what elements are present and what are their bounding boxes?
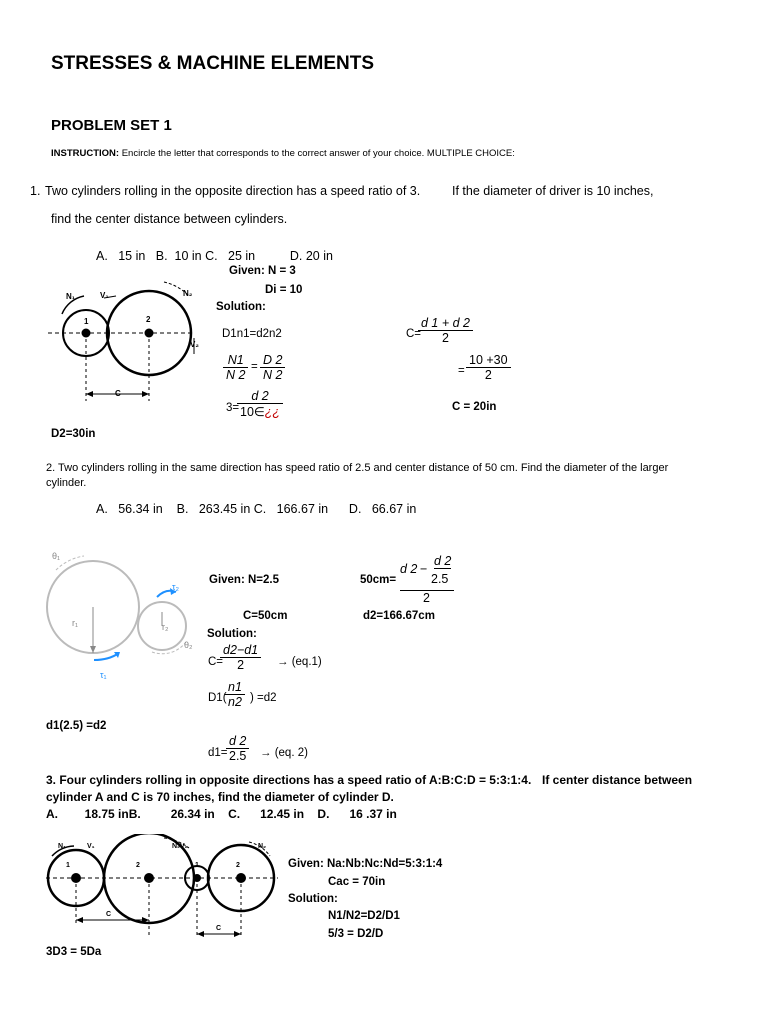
p3-text-b: If center distance between (542, 773, 693, 787)
p2-d1-pre: D1( (208, 692, 227, 704)
p2-d2-result: d2=166.67cm (363, 610, 435, 622)
p2-cm-b: d 2 (434, 554, 452, 568)
p2-n1: n1 (225, 680, 245, 695)
p1-c-eq: C= (406, 328, 422, 340)
p1-fig-label-v2: V₂ (190, 340, 199, 349)
p2-fig-label-r2: r₂ (162, 622, 169, 632)
p1-solution-label: Solution: (216, 301, 266, 313)
p2-given: Given: N=2.5 (209, 574, 279, 586)
instruction (51, 148, 515, 159)
p1-text-a: Two cylinders rolling in the opposite direction has a speed ratio of 3. (45, 184, 421, 198)
p3-text-a: 3. Four cylinders rolling in opposite directions has a speed ratio of A:B:C:D = 5:3:1:4. (46, 773, 532, 787)
p1-frac-n2: N 2 (226, 368, 246, 382)
p1-fig-label-n1: N₁ (66, 292, 76, 301)
p1-f-10: 10∈ (240, 405, 265, 419)
p3-choices: A. 18.75 inB. 26.34 in C. 12.45 in D. 16 .37 in (46, 807, 397, 821)
p2-cm-minus: − (420, 562, 428, 576)
p2-cm-den: 2 (423, 591, 430, 605)
p2-text-a: 2. Two cylinders rolling in the same direction has speed ratio of 2.5 and center distance of 50 cm. Find the diameter of the larger (46, 462, 669, 474)
p3-fig-label-v1: V₁ (87, 843, 95, 850)
problem-set-heading: PROBLEM SET 1 (51, 117, 172, 134)
p1-three-eq: 3= (226, 402, 240, 414)
p1-frac-c (418, 316, 473, 345)
p2-d1-25: d1(2.5) =d2 (46, 720, 107, 732)
p2-n2: n2 (228, 695, 242, 709)
p3-eq-a: N1/N2=D2/D1 (328, 910, 400, 922)
page-title: STRESSES & MACHINE ELEMENTS (51, 53, 375, 74)
p2-cm-a: d 2 (400, 562, 418, 576)
p2-solution-label: Solution: (207, 628, 257, 640)
p1-ratio-eq: = (251, 361, 258, 373)
p3-fig-label-2b: 2 (236, 862, 240, 869)
instruction-label: INSTRUCTION: (51, 148, 120, 159)
p2-c-den: 2 (237, 658, 245, 672)
p2-c-eq: C= (208, 656, 224, 668)
p2-text-b: cylinder. (46, 477, 87, 489)
p1-d2-result: D2=30in (51, 428, 96, 440)
p2-frac-d1 (226, 734, 249, 763)
p2-fig-label-r1: r₁ (72, 618, 79, 628)
p2-frac-c (220, 643, 261, 672)
p2-fig-label-theta1: θ₁ (52, 551, 61, 561)
p3-fig-label-c1: C (106, 911, 112, 918)
p1-number: 1. (30, 184, 41, 198)
p3-figure (44, 834, 280, 946)
p2-d1-num: d 2 (226, 734, 249, 749)
p2-d1-eq: d1= (208, 747, 228, 759)
p1-given-1: Given: N = 3 (229, 265, 296, 277)
p1-frac-c2 (466, 353, 511, 382)
p2-cm-b-den: 2.5 (431, 572, 449, 586)
p1-c-result: C = 20in (452, 401, 497, 413)
p2-figure (44, 550, 204, 680)
p3-fig-label-n1: N₁ (58, 843, 66, 850)
p3-solution-label: Solution: (288, 893, 338, 905)
p2-d1-post: ) =d2 (250, 692, 277, 704)
p1-c2-eq: = (458, 365, 465, 377)
p1-text-b: If the diameter of driver is 10 inches, (452, 184, 654, 198)
p3-fig-label-v2: V₂ (180, 843, 188, 850)
p1-eq-d1n1: D1n1=d2n2 (222, 328, 282, 340)
p1-choices: A. 15 in B. 10 in C. 25 in D. 20 in (96, 249, 333, 263)
p2-frac-n1-n2 (225, 680, 245, 709)
p1-frac-n1-n2 (223, 353, 248, 382)
instruction-text: Encircle the letter that corresponds to the correct answer of your choice. MULTIPLE CHOICE: (119, 148, 515, 159)
p1-given-2: Di = 10 (265, 284, 303, 296)
p1-frac-dn2: N 2 (263, 368, 283, 382)
p1-frac-d2: D 2 (260, 353, 285, 368)
p2-eq2: → (eq. 2) (260, 747, 308, 759)
p1-fig-label-n2: N₂ (183, 289, 193, 298)
p3-given: Given: Na:Nb:Nc:Nd=5:3:1:4 (288, 858, 443, 870)
p3-fig-label-n2b: N₂ (258, 843, 267, 850)
p1-c2-num: 10 +30 (466, 353, 511, 368)
p2-c-num: d2−d1 (220, 643, 261, 658)
p2-fig-label-tau2: τ₂ (172, 582, 180, 592)
p1-frac-n1: N1 (223, 353, 248, 368)
p1-f-red: ¿¿ (264, 405, 281, 419)
p1-c-num: d 1 + d 2 (418, 316, 473, 331)
p3-fig-label-2a: 2 (136, 862, 140, 869)
p1-text-c: find the center distance between cylinders. (51, 212, 288, 226)
p3-fig-label-c2: C (216, 925, 222, 932)
p3-fig-label-1a: 1 (66, 862, 70, 869)
p3-text-c: cylinder A and C is 70 inches, find the diameter of cylinder D. (46, 790, 394, 804)
p1-fig-label-1: 1 (84, 317, 89, 326)
p1-frac-d2-n2 (260, 353, 285, 382)
p1-f-d2: d 2 (237, 389, 283, 404)
p2-fig-label-tau1: τ₁ (100, 670, 107, 680)
p2-c50: C=50cm (243, 610, 288, 622)
p3-eq-c: 3D3 = 5Da (46, 946, 102, 958)
p2-cm-numerator (400, 554, 454, 591)
p1-frac-d2-10 (237, 389, 283, 419)
p3-fig-label-1b: 1 (195, 862, 199, 869)
p2-d1-den: 2.5 (229, 749, 247, 763)
p3-eq-b: 5/3 = D2/D (328, 928, 384, 940)
p2-cm-eq: 50cm= (360, 574, 397, 586)
p1-c2-den: 2 (484, 368, 492, 382)
p1-fig-label-v1: V₁ (100, 291, 109, 300)
p1-c-den: 2 (442, 331, 449, 345)
p2-choices: A. 56.34 in B. 263.45 in C. 166.67 in D. 66.67 in (96, 502, 417, 516)
p1-fig-label-2: 2 (146, 315, 151, 324)
p3-fig-label-n2a: N₂ (172, 843, 181, 850)
p1-fig-label-c: C (115, 389, 121, 398)
p3-cac: Cac = 70in (328, 876, 386, 888)
p2-eq1: → (eq.1) (277, 656, 322, 668)
p2-fig-label-theta2: θ₂ (184, 640, 193, 650)
